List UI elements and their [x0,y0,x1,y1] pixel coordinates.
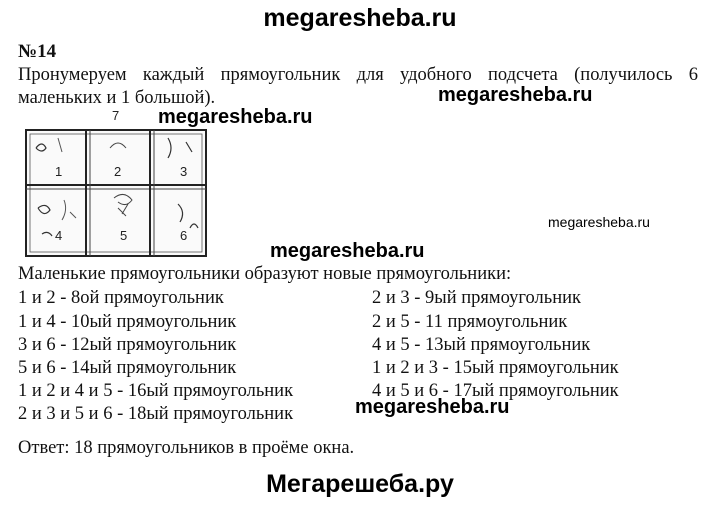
figure-label-1: 1 [55,164,63,179]
list-item: 1 и 2 и 4 и 5 - 16ый прямоугольник [18,381,294,401]
list-item: 1 и 2 и 3 - 15ый прямоугольник [372,358,619,378]
watermark-d: megaresheba.ru [270,240,425,262]
watermark-bottom: Мегарешеба.ру [266,470,454,498]
watermark-b: megaresheba.ru [158,106,313,128]
figure-label-6: 6 [180,228,188,243]
task-number: №14 [18,41,57,62]
watermark-a: megaresheba.ru [438,84,593,106]
window-frame-drawing [18,108,218,263]
list-item: 1 и 4 - 10ый прямоугольник [18,312,237,332]
list-item: 4 и 5 и 6 - 17ый прямоугольник [372,381,619,401]
task-intro: Пронумеруем каждый прямоугольник для удобного подсчета (получилось 6 маленьких и 1 большой). [18,65,698,108]
list-item: 3 и 6 - 12ый прямоугольник [18,335,237,355]
watermark-c: megaresheba.ru [548,214,650,230]
subtitle: Маленькие прямоугольники образуют новые прямоугольники: [18,264,512,284]
figure-label-3: 3 [180,164,188,179]
figure-label-5: 5 [120,228,128,243]
figure-label-4: 4 [55,228,63,243]
list-item: 1 и 2 - 8ой прямоугольник [18,288,224,308]
list-item: 2 и 3 и 5 и 6 - 18ый прямоугольник [18,404,294,424]
list-item: 5 и 6 - 14ый прямоугольник [18,358,237,378]
watermark-e: megaresheba.ru [355,396,510,418]
list-item: 4 и 5 - 13ый прямоугольник [372,335,591,355]
figure-label-2: 2 [114,164,122,179]
figure-label-7: 7 [112,108,120,123]
answer: Ответ: 18 прямоугольников в проёме окна. [18,438,355,458]
window-figure [18,108,218,263]
watermark-top: megaresheba.ru [263,4,457,32]
list-item: 2 и 3 - 9ый прямоугольник [372,288,582,308]
list-item: 2 и 5 - 11 прямоугольник [372,312,568,332]
